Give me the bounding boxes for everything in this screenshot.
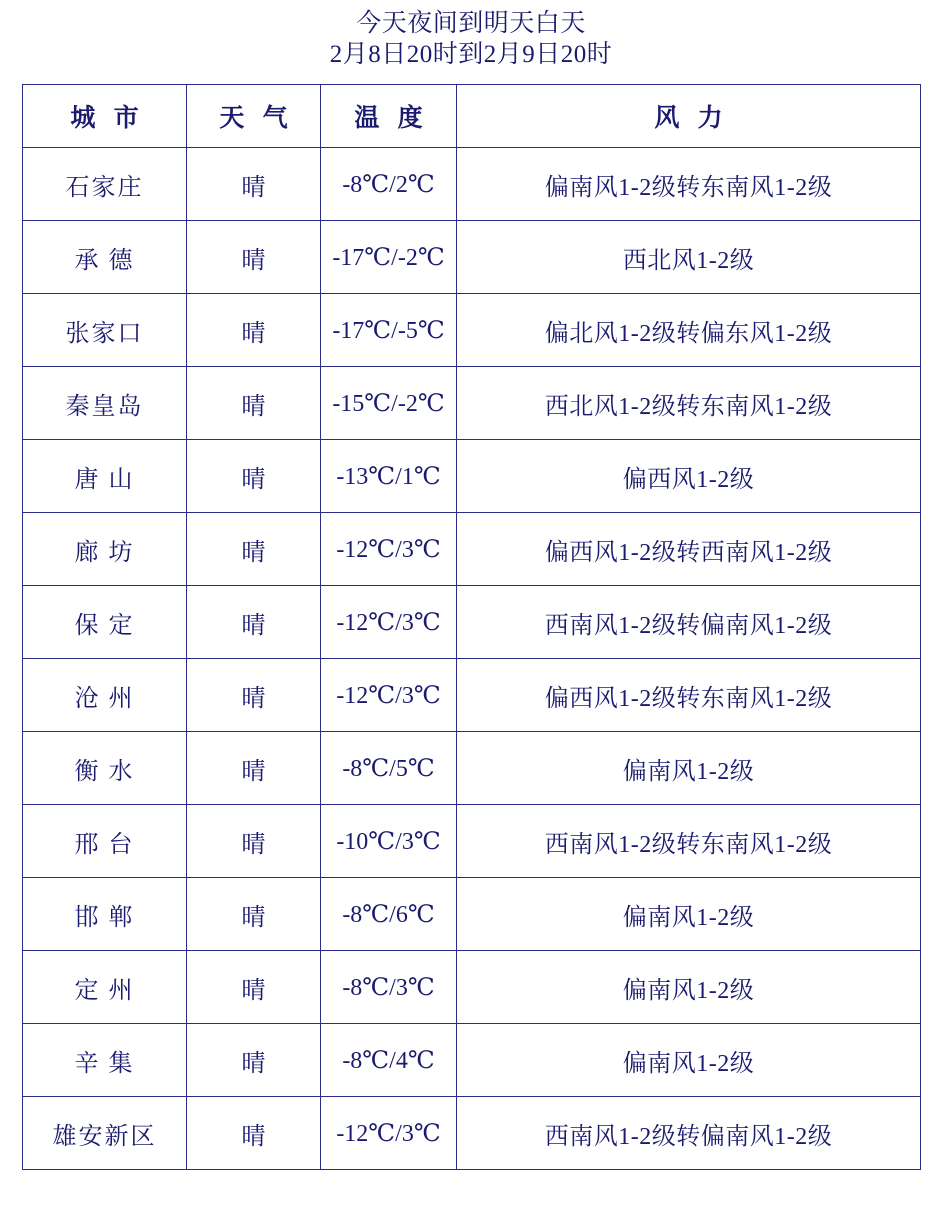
- cell-city: 衡 水: [23, 732, 187, 805]
- table-row: [23, 440, 921, 513]
- cell-wind: 西北风1-2级转东南风1-2级: [457, 367, 921, 440]
- cell-temperature: -12℃/3℃: [321, 586, 457, 659]
- cell-weather: 晴: [187, 1024, 321, 1097]
- cell-city: 廊 坊: [23, 513, 187, 586]
- cell-temperature: -15℃/-2℃: [321, 367, 457, 440]
- table-row: [23, 951, 921, 1024]
- cell-city: 沧 州: [23, 659, 187, 732]
- cell-temperature: -8℃/4℃: [321, 1024, 457, 1097]
- cell-city: 邢 台: [23, 805, 187, 878]
- cell-wind: 西北风1-2级: [457, 221, 921, 294]
- table-row: [23, 367, 921, 440]
- cell-temperature: -12℃/3℃: [321, 659, 457, 732]
- table-row: [23, 221, 921, 294]
- cell-weather: 晴: [187, 878, 321, 951]
- cell-wind: 西南风1-2级转偏南风1-2级: [457, 1097, 921, 1170]
- table-row: [23, 586, 921, 659]
- column-wind: 风 力: [457, 85, 921, 148]
- table-row: [23, 659, 921, 732]
- cell-wind: 偏南风1-2级: [457, 878, 921, 951]
- cell-city: 石家庄: [23, 148, 187, 221]
- cell-wind: 偏北风1-2级转偏东风1-2级: [457, 294, 921, 367]
- cell-wind: 偏西风1-2级转西南风1-2级: [457, 513, 921, 586]
- column-temperature: 温 度: [321, 85, 457, 148]
- column-city: 城 市: [23, 85, 187, 148]
- cell-city: 邯 郸: [23, 878, 187, 951]
- cell-wind: 偏西风1-2级转东南风1-2级: [457, 659, 921, 732]
- table-row: [23, 878, 921, 951]
- table-row: [23, 148, 921, 221]
- cell-temperature: -17℃/-2℃: [321, 221, 457, 294]
- cell-temperature: -13℃/1℃: [321, 440, 457, 513]
- cell-temperature: -12℃/3℃: [321, 1097, 457, 1170]
- table-row: [23, 805, 921, 878]
- page-title: [0, 0, 942, 70]
- cell-temperature: -8℃/2℃: [321, 148, 457, 221]
- cell-weather: 晴: [187, 586, 321, 659]
- cell-city: 雄安新区: [23, 1097, 187, 1170]
- table-row: [23, 732, 921, 805]
- table-body: [23, 148, 921, 1170]
- cell-weather: 晴: [187, 148, 321, 221]
- title-line-period: 今天夜间到明天白天: [356, 10, 586, 37]
- cell-weather: 晴: [187, 659, 321, 732]
- cell-temperature: -17℃/-5℃: [321, 294, 457, 367]
- table-row: [23, 513, 921, 586]
- cell-city: 定 州: [23, 951, 187, 1024]
- cell-weather: 晴: [187, 221, 321, 294]
- cell-wind: 偏南风1-2级转东南风1-2级: [457, 148, 921, 221]
- cell-weather: 晴: [187, 805, 321, 878]
- table-row: [23, 1024, 921, 1097]
- cell-weather: 晴: [187, 1097, 321, 1170]
- title-line-daterange: 2月8日20时到2月9日20时: [329, 41, 613, 68]
- cell-weather: 晴: [187, 951, 321, 1024]
- cell-city: 张家口: [23, 294, 187, 367]
- table-header-row: [23, 85, 921, 148]
- forecast-table: [22, 84, 921, 1170]
- cell-city: 承 德: [23, 221, 187, 294]
- cell-city: 辛 集: [23, 1024, 187, 1097]
- cell-temperature: -12℃/3℃: [321, 513, 457, 586]
- cell-temperature: -8℃/6℃: [321, 878, 457, 951]
- cell-weather: 晴: [187, 732, 321, 805]
- cell-temperature: -10℃/3℃: [321, 805, 457, 878]
- table-row: [23, 294, 921, 367]
- cell-city: 秦皇岛: [23, 367, 187, 440]
- column-weather: 天 气: [187, 85, 321, 148]
- cell-temperature: -8℃/3℃: [321, 951, 457, 1024]
- table-row: [23, 1097, 921, 1170]
- cell-wind: 西南风1-2级转偏南风1-2级: [457, 586, 921, 659]
- cell-wind: 西南风1-2级转东南风1-2级: [457, 805, 921, 878]
- cell-city: 保 定: [23, 586, 187, 659]
- cell-wind: 偏西风1-2级: [457, 440, 921, 513]
- cell-wind: 偏南风1-2级: [457, 732, 921, 805]
- cell-city: 唐 山: [23, 440, 187, 513]
- cell-weather: 晴: [187, 513, 321, 586]
- forecast-table-wrap: [0, 70, 942, 1170]
- cell-temperature: -8℃/5℃: [321, 732, 457, 805]
- cell-weather: 晴: [187, 367, 321, 440]
- cell-weather: 晴: [187, 440, 321, 513]
- cell-wind: 偏南风1-2级: [457, 951, 921, 1024]
- cell-wind: 偏南风1-2级: [457, 1024, 921, 1097]
- cell-weather: 晴: [187, 294, 321, 367]
